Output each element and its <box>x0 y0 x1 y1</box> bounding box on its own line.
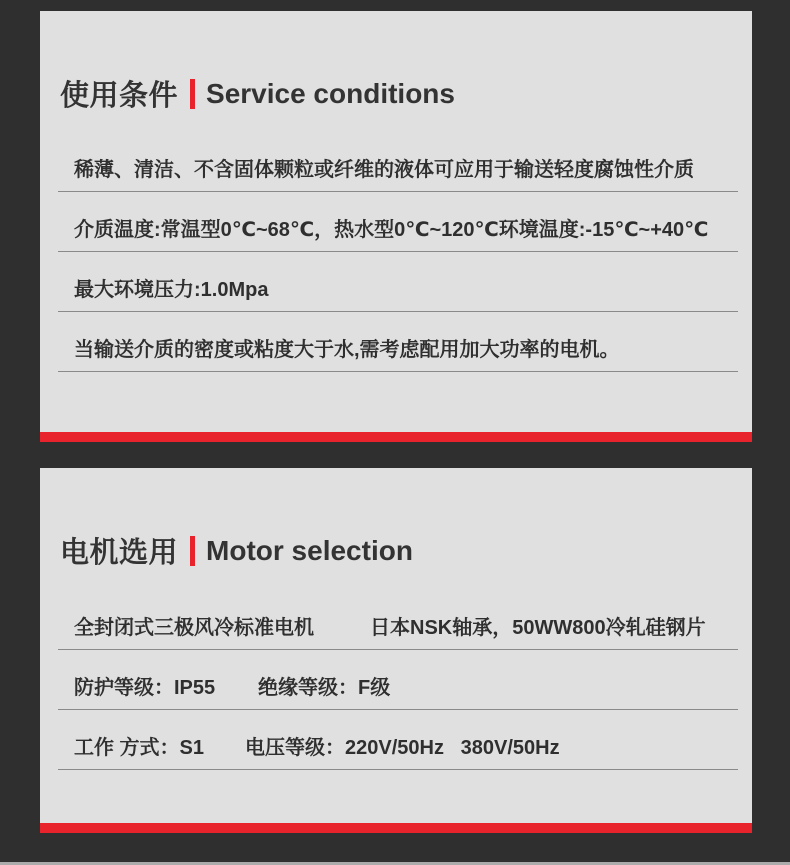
spec-row-motor-type <box>58 590 738 650</box>
spec-text: 介质温度:常温型0℃~68℃，热水型0℃~120℃环境温度:-15℃~+40℃ <box>74 219 709 241</box>
service-conditions-rows <box>58 132 738 372</box>
spec-text: 防护等级：IP55 <box>74 677 216 699</box>
spec-text: 绝缘等级：F级 <box>258 677 391 699</box>
spec-row-max-pressure <box>58 252 738 312</box>
section-title-en: Motor selection <box>206 534 413 566</box>
motor-selection-card <box>40 468 752 833</box>
spec-text: 当输送介质的密度或粘度大于水,需考虑配用加大功率的电机。 <box>74 339 620 361</box>
section-title-en: Service conditions <box>206 77 455 109</box>
section-title-zh: 使用条件 <box>60 80 179 112</box>
spec-text: 工作 方式：S1 <box>74 737 205 759</box>
spec-text: 全封闭式三极风冷标准电机 <box>74 617 314 639</box>
title-accent-bar <box>190 536 195 566</box>
spec-text: 最大环境压力:1.0Mpa <box>74 279 269 301</box>
motor-selection-rows <box>58 590 738 770</box>
service-conditions-card <box>40 11 752 442</box>
section-title-zh: 电机选用 <box>60 537 179 569</box>
card-bottom-red-bar <box>40 432 752 442</box>
title-accent-bar <box>190 79 195 109</box>
spec-text: 电压等级：220V/50Hz 380V/50Hz <box>245 737 560 759</box>
card-bottom-red-bar <box>40 823 752 833</box>
spec-row-duty-voltage <box>58 710 738 770</box>
spec-row-medium-temperature <box>58 192 738 252</box>
spec-text: 日本NSK轴承，50WW800冷轧硅钢片 <box>370 617 706 639</box>
motor-selection-title <box>60 530 413 571</box>
spec-text: 稀薄、清洁、不含固体颗粒或纤维的液体可应用于输送轻度腐蚀性介质 <box>74 159 694 181</box>
spec-row-protection-insulation <box>58 650 738 710</box>
spec-row-density-note <box>58 312 738 372</box>
service-conditions-title <box>60 73 455 114</box>
spec-row-liquid-type <box>58 132 738 192</box>
